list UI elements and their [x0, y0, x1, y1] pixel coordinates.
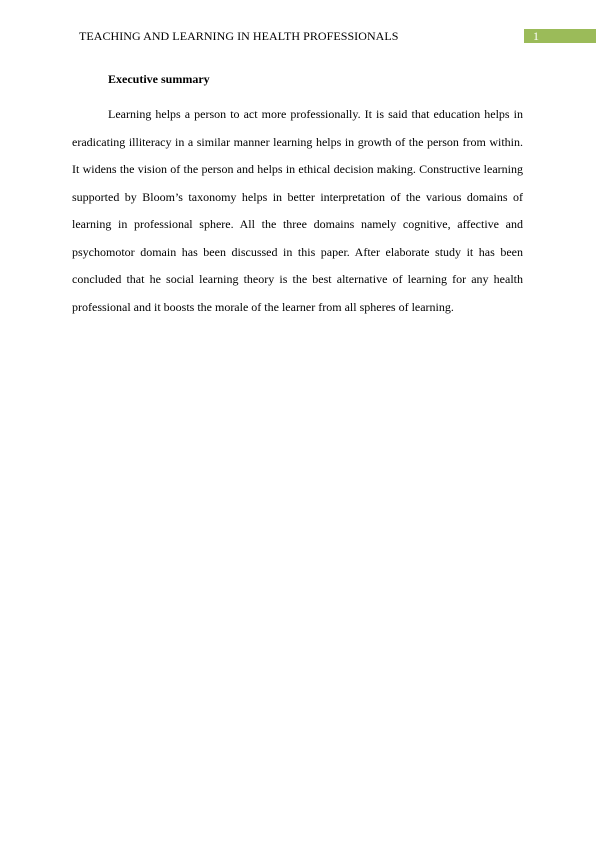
body-paragraph: Learning helps a person to act more professionally. It is said that education helps in eradicating illiteracy in a similar manner learning helps in growth of the person from within. It widens the vision of the person and helps in ethical decision making. Constructive learning supported by Bloom’s taxonomy helps in better interpretation of the various domains of learning in professional sphere. All the three domains namely cognitive, affective and psychomotor domain has been discussed in this paper. After elaborate study it has been concluded that he social learning theory is the best alternative of learning for any health professional and it boosts the morale of the learner from all spheres of learning.	[72, 107, 523, 314]
section-heading: Executive summary	[108, 72, 210, 86]
page-number: 1	[533, 29, 539, 43]
page-number-badge	[524, 29, 596, 43]
running-header-title: TEACHING AND LEARNING IN HEALTH PROFESSIONALS	[79, 29, 399, 43]
